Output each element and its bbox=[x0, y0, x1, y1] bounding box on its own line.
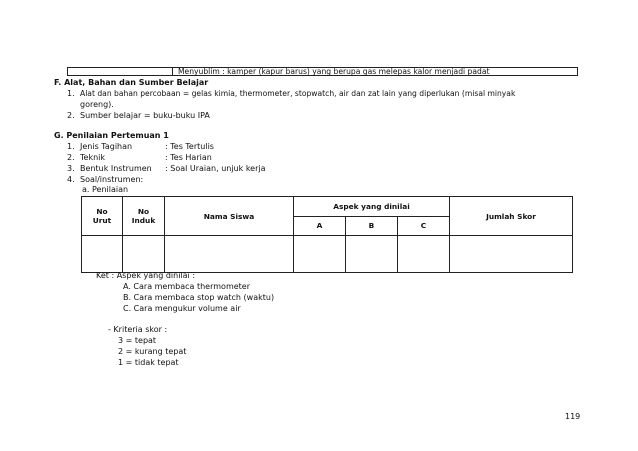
table-column-separator bbox=[172, 68, 173, 75]
page-number: 119 bbox=[565, 412, 581, 421]
ket-item-b: B. Cara membaca stop watch (waktu) bbox=[123, 293, 275, 302]
section-g-item-1-label: Jenis Tagihan bbox=[80, 142, 133, 151]
section-g-item-2-num: 2. bbox=[67, 153, 75, 162]
ket-title: Ket : Aspek yang dinilai : bbox=[96, 271, 196, 280]
section-g-item-1-num: 1. bbox=[67, 142, 75, 151]
section-g-item-3-num: 3. bbox=[67, 164, 75, 173]
section-f-heading: F. Alat, Bahan dan Sumber Belajar bbox=[54, 78, 209, 87]
header-aspek-a: A bbox=[294, 216, 346, 236]
section-g-item-2-value: : Tes Harian bbox=[165, 153, 212, 162]
header-nama-siswa: Nama Siswa bbox=[165, 197, 294, 236]
section-g-item-3-value: : Soal Uraian, unjuk kerja bbox=[165, 164, 266, 173]
table-cell bbox=[398, 236, 450, 273]
section-f-item-1-line2: goreng). bbox=[80, 100, 114, 109]
header-no-urut: No Urut bbox=[82, 197, 123, 236]
kriteria-item-3: 3 = tepat bbox=[118, 336, 157, 345]
section-f-item-2-num: 2. bbox=[67, 111, 75, 120]
menyublim-cell: Menyublim : kamper (kapur barus) yang berupa gas melepas kalor menjadi padat bbox=[178, 67, 490, 76]
header-aspek: Aspek yang dinilai bbox=[294, 197, 450, 217]
section-g-item-1-value: : Tes Tertulis bbox=[165, 142, 214, 151]
header-no-induk: No Induk bbox=[123, 197, 165, 236]
table-cell bbox=[294, 236, 346, 273]
header-aspek-c: C bbox=[398, 216, 450, 236]
table-cell bbox=[165, 236, 294, 273]
section-f-item-1-line1: Alat dan bahan percobaan = gelas kimia, thermometer, stopwatch, air dan zat lain yang diperlukan (misal minyak bbox=[80, 89, 516, 98]
table-cell bbox=[450, 236, 573, 273]
sub-a-penilaian: a. Penilaian bbox=[82, 185, 129, 194]
section-f-item-1-num: 1. bbox=[67, 89, 75, 98]
kriteria-item-2: 2 = kurang tepat bbox=[118, 347, 187, 356]
ket-item-a: A. Cara membaca thermometer bbox=[123, 282, 250, 291]
table-row bbox=[82, 236, 573, 273]
kriteria-title: - Kriteria skor : bbox=[108, 325, 168, 334]
section-f-item-2-line1: Sumber belajar = buku-buku IPA bbox=[80, 111, 210, 120]
section-g-heading: G. Penilaian Pertemuan 1 bbox=[54, 131, 169, 140]
top-table-row bbox=[67, 67, 578, 76]
section-g-item-3-label: Bentuk Instrumen bbox=[80, 164, 152, 173]
table-cell bbox=[82, 236, 123, 273]
score-table bbox=[81, 196, 573, 273]
section-g-item-2-label: Teknik bbox=[80, 153, 106, 162]
table-cell bbox=[123, 236, 165, 273]
table-cell bbox=[346, 236, 398, 273]
header-aspek-b: B bbox=[346, 216, 398, 236]
ket-item-c: C. Cara mengukur volume air bbox=[123, 304, 241, 313]
section-g-item-4-num: 4. bbox=[67, 175, 75, 184]
section-g-item-4-label: Soal/instrumen: bbox=[80, 175, 144, 184]
kriteria-item-1: 1 = tidak tepat bbox=[118, 358, 179, 367]
header-jumlah-skor: Jumlah Skor bbox=[450, 197, 573, 236]
